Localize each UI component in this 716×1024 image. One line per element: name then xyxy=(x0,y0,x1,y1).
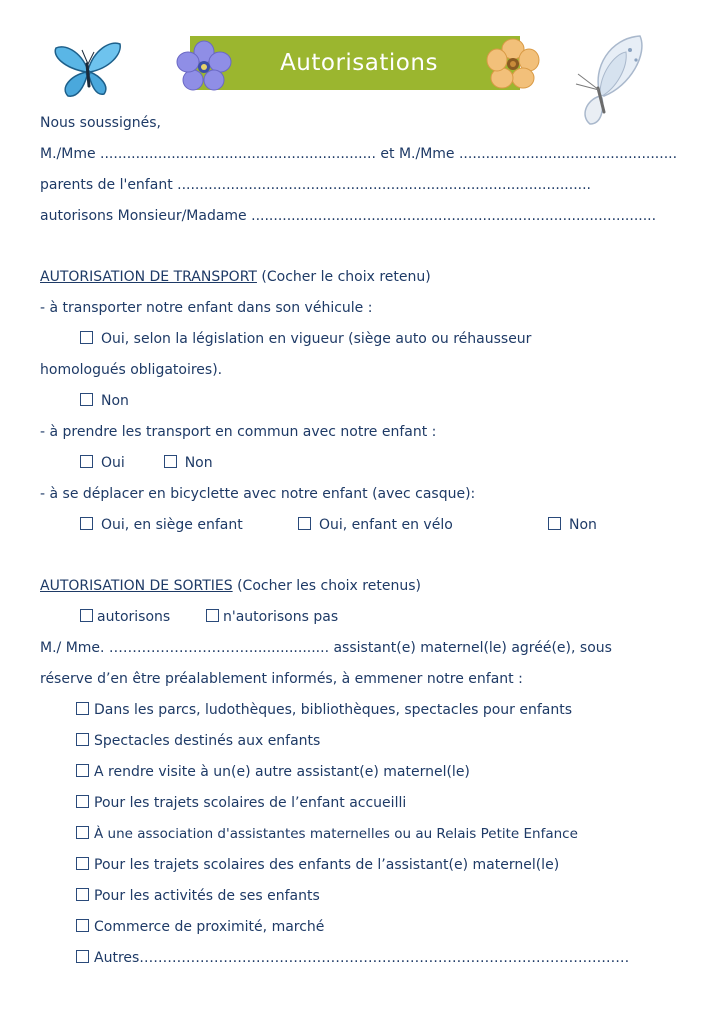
page-title: Autorisations xyxy=(280,50,438,76)
checkbox[interactable] xyxy=(76,702,89,715)
sorties-choice-authorize[interactable] xyxy=(80,607,170,627)
sorties-item[interactable] xyxy=(76,762,470,782)
option-label: Spectacles destinés aux enfants xyxy=(94,733,321,749)
option-label: Oui, enfant en vélo xyxy=(319,517,453,533)
parent-2-field[interactable]: et M./Mme ................................................. xyxy=(380,146,678,162)
sorties-choice-refuse[interactable] xyxy=(206,607,338,627)
checkbox[interactable] xyxy=(76,950,89,963)
blue-flower-icon xyxy=(176,40,232,92)
transport-note: (Cocher le choix retenu) xyxy=(261,269,431,285)
child-field[interactable]: parents de l'enfant ............................................................................................. xyxy=(40,177,591,193)
option-label: Non xyxy=(569,517,597,533)
sorties-note: (Cocher les choix retenus) xyxy=(237,578,421,594)
checkbox[interactable] xyxy=(164,455,177,468)
checkbox[interactable] xyxy=(298,517,311,530)
checkbox[interactable] xyxy=(76,919,89,932)
transport-q1-option-no[interactable] xyxy=(80,391,129,411)
sorties-reserve-line: réserve d’en être préalablement informés, à emmener notre enfant : xyxy=(40,671,523,687)
assistant-field[interactable]: autorisons Monsieur/Madame ........................................................................................... xyxy=(40,208,657,224)
butterfly-white-icon xyxy=(570,34,648,130)
sorties-item-other[interactable] xyxy=(76,948,629,968)
checkbox[interactable] xyxy=(80,331,93,344)
option-label: Oui xyxy=(101,455,125,471)
sorties-heading: AUTORISATION DE SORTIES xyxy=(40,578,233,594)
option-label: Pour les trajets scolaires de l’enfant accueilli xyxy=(94,795,407,811)
sorties-item[interactable] xyxy=(76,731,320,751)
transport-q3-opt3[interactable] xyxy=(548,515,597,535)
transport-q1-option-yes[interactable] xyxy=(80,329,531,349)
sorties-item[interactable] xyxy=(76,886,320,906)
option-label: Oui, selon la législation en vigueur (siège auto ou réhausseur xyxy=(101,331,532,347)
option-label: Non xyxy=(101,393,129,409)
option-label: Non xyxy=(184,455,213,471)
checkbox[interactable] xyxy=(80,517,93,530)
transport-q2-option-yes[interactable] xyxy=(80,455,125,471)
intro-line-1: Nous soussignés, xyxy=(40,115,161,131)
sorties-item[interactable] xyxy=(76,824,578,844)
option-label: n'autorisons pas xyxy=(223,609,339,625)
option-label: À une association d'assistantes maternelles ou au Relais Petite Enfance xyxy=(94,826,578,842)
checkbox[interactable] xyxy=(76,826,89,839)
sorties-heading-line xyxy=(40,576,421,596)
option-label: Autres…………………………………………………………………………………………… xyxy=(94,950,630,966)
checkbox[interactable] xyxy=(76,764,89,777)
intro-line-2 xyxy=(40,144,677,164)
checkbox[interactable] xyxy=(76,857,89,870)
transport-q1-option-yes-cont: homologués obligatoires). xyxy=(40,362,223,378)
parent-1-field[interactable]: M./Mme .............................................................. xyxy=(40,146,376,162)
checkbox[interactable] xyxy=(206,609,219,622)
orange-flower-icon xyxy=(486,38,540,90)
option-label: Pour les activités de ses enfants xyxy=(94,888,320,904)
sorties-item[interactable] xyxy=(76,700,572,720)
checkbox[interactable] xyxy=(76,795,89,808)
transport-q2-option-no[interactable] xyxy=(164,455,213,471)
checkbox[interactable] xyxy=(76,733,89,746)
sorties-item[interactable] xyxy=(76,917,324,937)
checkbox[interactable] xyxy=(80,455,93,468)
option-label: Commerce de proximité, marché xyxy=(94,919,325,935)
transport-q3-opt2[interactable] xyxy=(298,515,453,535)
transport-question-1: - à transporter notre enfant dans son véhicule : xyxy=(40,300,373,316)
option-label: Pour les trajets scolaires des enfants de l’assistant(e) maternel(le) xyxy=(94,857,560,873)
transport-heading-line xyxy=(40,267,431,287)
butterfly-blue-icon xyxy=(50,36,126,102)
transport-question-2: - à prendre les transport en commun avec notre enfant : xyxy=(40,424,437,440)
transport-question-3: - à se déplacer en bicyclette avec notre enfant (avec casque): xyxy=(40,486,476,502)
option-label: autorisons xyxy=(97,609,171,625)
option-label: Oui, en siège enfant xyxy=(101,517,243,533)
checkbox[interactable] xyxy=(548,517,561,530)
checkbox[interactable] xyxy=(80,609,93,622)
sorties-item[interactable] xyxy=(76,793,406,813)
option-label: A rendre visite à un(e) autre assistant(e) maternel(le) xyxy=(94,764,470,780)
option-label: Dans les parcs, ludothèques, bibliothèques, spectacles pour enfants xyxy=(94,702,573,718)
transport-q2-options xyxy=(80,453,213,473)
checkbox[interactable] xyxy=(76,888,89,901)
checkbox[interactable] xyxy=(80,393,93,406)
sorties-assistant-line[interactable]: M./ Mme. ………………………….................. assistant(e) maternel(le) agréé(e), sous xyxy=(40,640,612,656)
transport-q3-opt1[interactable] xyxy=(80,515,243,535)
sorties-item[interactable] xyxy=(76,855,559,875)
transport-heading: AUTORISATION DE TRANSPORT xyxy=(40,269,257,285)
